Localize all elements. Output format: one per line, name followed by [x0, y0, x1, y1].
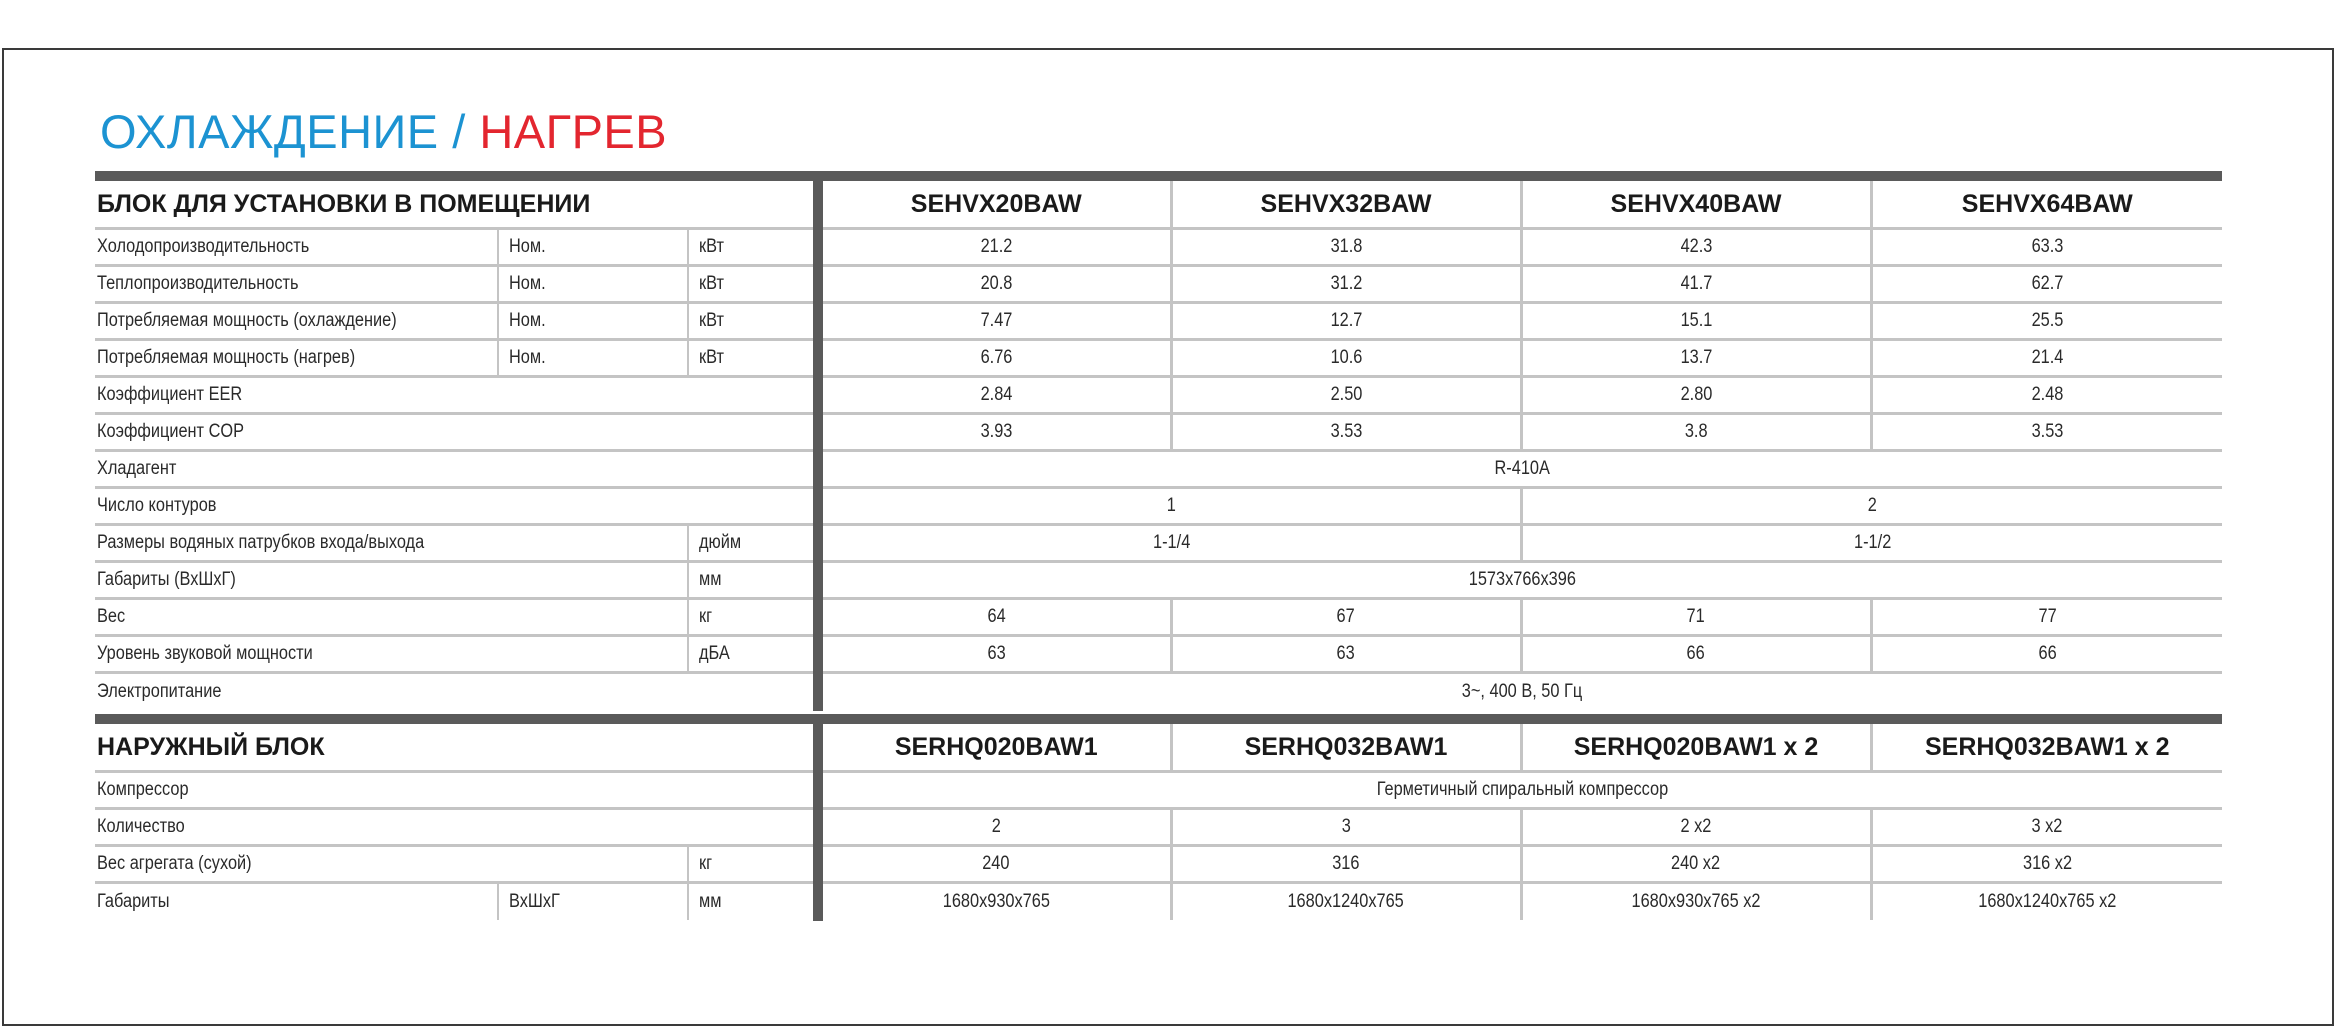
cell-value: 62.7	[2031, 273, 2064, 294]
cell-value: 3	[1341, 816, 1351, 837]
cell-value: 63.3	[2031, 236, 2064, 257]
row-unit: мм	[699, 569, 722, 590]
indoor-model-2: SEHVX32BAW	[1171, 176, 1521, 229]
row-sub: ВхШхГ	[509, 890, 560, 912]
outdoor-model-1: SERHQ020BAW1	[823, 719, 1171, 772]
cell-value: 2	[991, 816, 1001, 837]
cell-value: 240	[982, 853, 1010, 874]
cell-value: 20.8	[980, 273, 1013, 294]
indoor-spec-table	[95, 171, 2222, 711]
table-row	[95, 883, 2222, 920]
cell-value: R-410A	[1494, 458, 1551, 479]
indoor-header: БЛОК ДЛЯ УСТАНОВКИ В ПОМЕЩЕНИИ	[95, 176, 813, 229]
table-row	[95, 772, 2222, 809]
outdoor-model-4: SERHQ032BAW1 x 2	[1871, 719, 2222, 772]
cell-value: 3.93	[980, 421, 1013, 442]
cell-value: 66	[1686, 643, 1706, 664]
outdoor-model-3: SERHQ020BAW1 x 2	[1521, 719, 1871, 772]
row-label: Коэффициент COP	[97, 421, 244, 442]
row-unit: кВт	[699, 347, 724, 368]
table-row	[95, 451, 2222, 488]
cell-value: 71	[1686, 606, 1706, 627]
cell-value: 2.50	[1330, 384, 1362, 405]
cell-value: 2.80	[1680, 384, 1712, 405]
row-label: Электропитание	[97, 680, 222, 702]
table-row	[95, 562, 2222, 599]
cell-value: 1	[1166, 495, 1176, 516]
table-row	[95, 266, 2222, 303]
cell-value: 31.2	[1330, 273, 1362, 294]
table-row	[95, 525, 2222, 562]
indoor-model-3: SEHVX40BAW	[1521, 176, 1871, 229]
cell-value: 31.8	[1330, 236, 1362, 257]
outdoor-header-row	[95, 719, 2222, 772]
cell-value: 2	[1867, 495, 1877, 516]
row-label: Потребляемая мощность (нагрев)	[97, 347, 356, 368]
cell-value: 12.7	[1330, 310, 1362, 331]
table-row	[95, 599, 2222, 636]
cell-value: 21.4	[2031, 347, 2064, 368]
cell-value: 2 x2	[1680, 816, 1712, 837]
row-unit: кВт	[699, 273, 724, 294]
row-sub: Ном.	[509, 236, 546, 257]
cell-value: 21.2	[980, 236, 1013, 257]
page-title	[100, 104, 667, 159]
table-row	[95, 303, 2222, 340]
outdoor-header: НАРУЖНЫЙ БЛОК	[95, 719, 813, 772]
table-row	[95, 809, 2222, 846]
row-sub: Ном.	[509, 347, 546, 368]
row-label: Хладагент	[97, 458, 177, 479]
cell-value: 63	[987, 643, 1006, 664]
indoor-model-1: SEHVX20BAW	[823, 176, 1171, 229]
table-row	[95, 377, 2222, 414]
cell-value: 63	[1336, 643, 1356, 664]
column-divider	[813, 176, 823, 229]
column-divider	[813, 719, 823, 772]
table-row	[95, 636, 2222, 673]
row-label: Коэффициент EER	[97, 384, 243, 405]
indoor-header-row	[95, 176, 2222, 229]
cell-value: 7.47	[980, 310, 1013, 331]
cell-value: 64	[987, 606, 1006, 627]
row-label: Уровень звуковой мощности	[97, 643, 313, 664]
cell-value: 1680x930x765	[942, 890, 1050, 912]
cell-value: 1-1/4	[1152, 532, 1190, 553]
cell-value: 66	[2038, 643, 2057, 664]
cell-value: 1573x766x396	[1468, 569, 1577, 590]
row-label: Вес агрегата (сухой)	[97, 853, 252, 874]
cell-value: 3~, 400 В, 50 Гц	[1462, 680, 1583, 702]
cell-value: 2.48	[2031, 384, 2064, 405]
cell-value: 3.53	[1330, 421, 1362, 442]
row-unit: мм	[699, 890, 722, 912]
title-heating: НАГРЕВ	[479, 105, 668, 158]
row-sub: Ном.	[509, 310, 546, 331]
cell-value: 15.1	[1680, 310, 1712, 331]
table-row	[95, 488, 2222, 525]
row-unit: кг	[699, 853, 713, 874]
row-unit: кВт	[699, 236, 724, 257]
cell-value: 316	[1332, 853, 1360, 874]
cell-value: 3.8	[1684, 421, 1708, 442]
cell-value: 1680x930x765 x2	[1631, 890, 1761, 912]
row-label: Габариты	[97, 890, 170, 912]
row-unit: кг	[699, 606, 713, 627]
row-label: Холодопроизводительность	[97, 236, 310, 257]
cell-value: 3 x2	[2031, 816, 2063, 837]
table-row	[95, 229, 2222, 266]
cell-value: 2.84	[980, 384, 1013, 405]
cell-value: 240 x2	[1671, 853, 1721, 874]
row-sub: Ном.	[509, 273, 546, 294]
cell-value: 67	[1336, 606, 1356, 627]
table-row	[95, 846, 2222, 883]
row-unit: дБА	[699, 643, 730, 664]
row-label: Теплопроизводительность	[97, 273, 299, 294]
row-label: Число контуров	[97, 495, 217, 516]
row-label: Размеры водяных патрубков входа/выхода	[97, 532, 425, 553]
cell-value: 42.3	[1680, 236, 1712, 257]
row-label: Вес	[97, 606, 126, 627]
table-row	[95, 414, 2222, 451]
row-unit: кВт	[699, 310, 724, 331]
cell-value: 1680x1240x765 x2	[1978, 890, 2117, 912]
cell-value: 77	[2038, 606, 2057, 627]
row-unit: дюйм	[699, 532, 742, 553]
title-separator: /	[438, 105, 480, 158]
cell-value: 6.76	[980, 347, 1013, 368]
cell-value: 1680x1240x765	[1287, 890, 1405, 912]
cell-value: 13.7	[1680, 347, 1712, 368]
indoor-model-4: SEHVX64BAW	[1871, 176, 2222, 229]
cell-value: 25.5	[2031, 310, 2064, 331]
title-cooling: ОХЛАЖДЕНИЕ	[100, 105, 439, 158]
cell-value: 316 x2	[2022, 853, 2072, 874]
row-label: Количество	[97, 816, 185, 837]
row-label: Компрессор	[97, 779, 189, 800]
table-row	[95, 673, 2222, 710]
row-label: Потребляемая мощность (охлаждение)	[97, 310, 397, 331]
outdoor-spec-table	[95, 714, 2222, 921]
cell-value: Герметичный спиральный компрессор	[1376, 779, 1669, 800]
cell-value: 10.6	[1330, 347, 1362, 368]
row-label: Габариты (ВхШхГ)	[97, 569, 236, 590]
table-row	[95, 340, 2222, 377]
cell-value: 1-1/2	[1853, 532, 1891, 553]
outdoor-model-2: SERHQ032BAW1	[1171, 719, 1521, 772]
cell-value: 3.53	[2031, 421, 2064, 442]
cell-value: 41.7	[1680, 273, 1712, 294]
